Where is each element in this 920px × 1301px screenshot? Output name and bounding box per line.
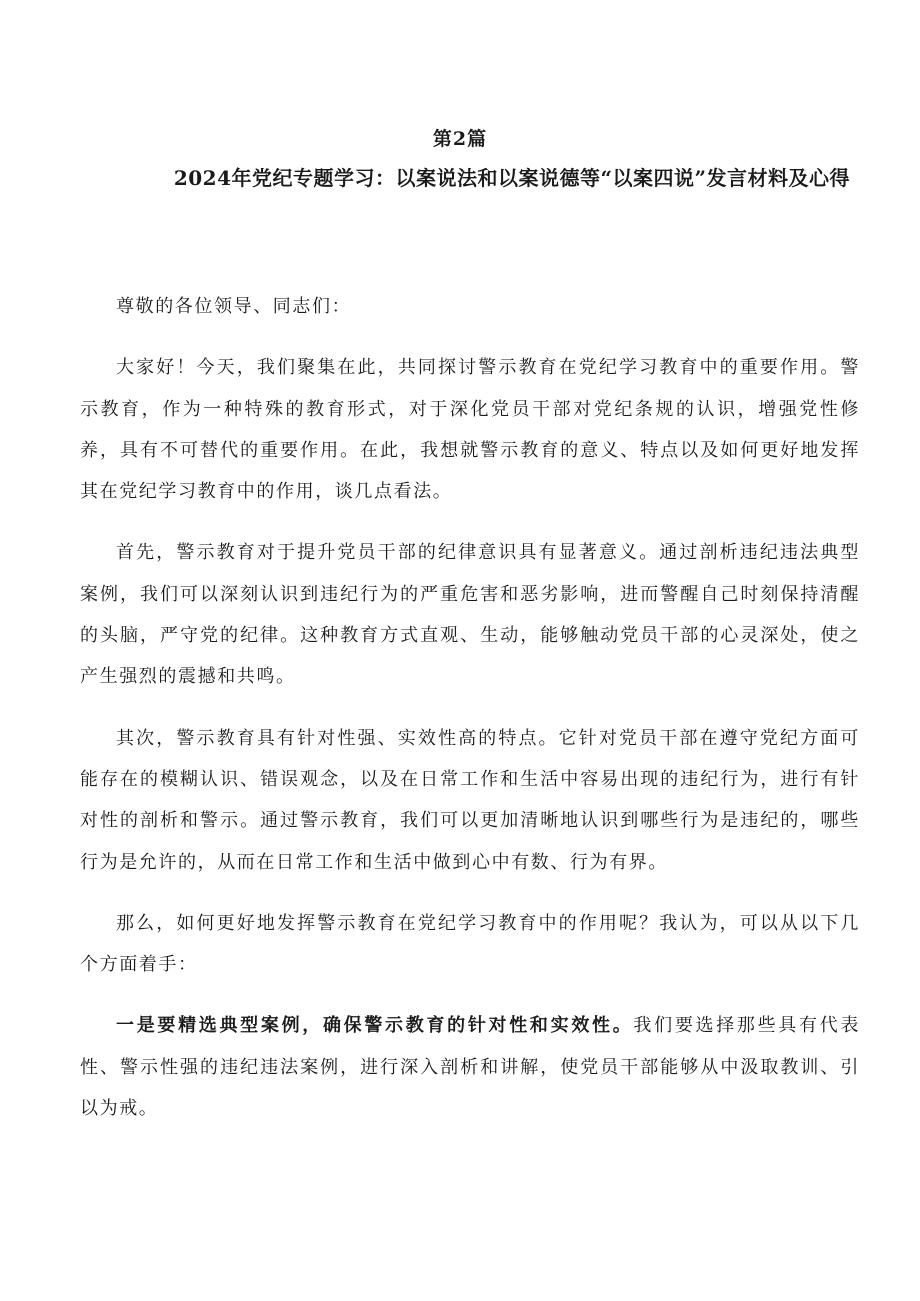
- paragraph-significance: 首先，警示教育对于提升党员干部的纪律意识具有显著意义。通过剖析违纪违法典型案例，我们可以深刻认识到违纪行为的严重危害和恶劣影响，进而警醒自己时刻保持清醒的头脑，严守党的纪律。这种教育方式直观、生动，能够触动党员干部的心灵深处，使之产生强烈的震撼和共鸣。: [80, 542, 860, 688]
- paragraph-approach: 那么，如何更好地发挥警示教育在党纪学习教育中的作用呢？我认为，可以从以下几个方面着手：: [80, 912, 860, 976]
- salutation: 尊敬的各位领导、同志们：: [116, 296, 352, 317]
- paragraph-characteristics: 其次，警示教育具有针对性强、实效性高的特点。它针对党员干部在遵守党纪方面可能存在的模糊认识、错误观念，以及在日常工作和生活中容易出现的违纪行为，进行有针对性的剖析和警示。通过警示教育，我们可以更加清晰地认识到哪些行为是违纪的，哪些行为是允许的，从而在日常工作和生活中做到心中有数、行为有界。: [80, 727, 860, 873]
- document-title: 2024年党纪专题学习：以案说法和以案说德等“以案四说”发言材料及心得: [173, 166, 850, 190]
- point-one-text: 我们要选择那些具有代表性、警示性强的违纪违法案例，进行深入剖析和讲解，使党员干部能够从中汲取教训、引以为戒。: [80, 1015, 860, 1120]
- section-label: 第2篇: [432, 128, 488, 150]
- paragraph-point-one: [80, 1005, 860, 1129]
- document-body: [80, 286, 860, 1149]
- paragraph-opening: 大家好！今天，我们聚集在此，共同探讨警示教育在党纪学习教育中的重要作用。警示教育，作为一种特殊的教育形式，对于深化党员干部对党纪条规的认识，增强党性修养，具有不可替代的重要作用。在此，我想就警示教育的意义、特点以及如何更好地发挥其在党纪学习教育中的作用，谈几点看法。: [80, 357, 860, 503]
- point-one-lead: 一是要精选典型案例，确保警示教育的针对性和实效性。: [116, 1015, 634, 1037]
